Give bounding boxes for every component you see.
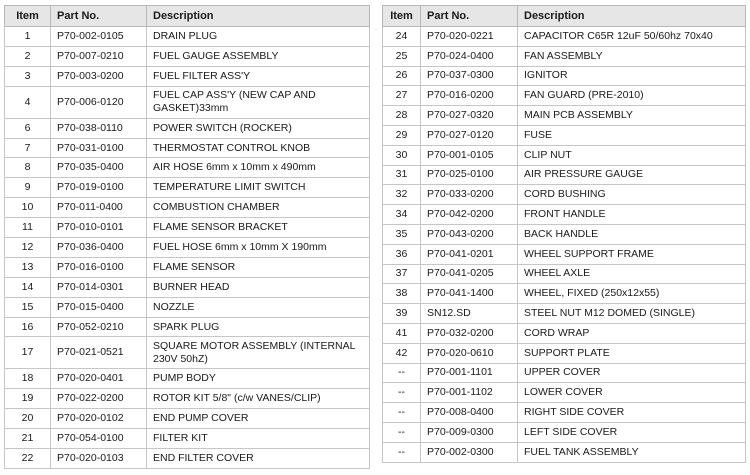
table-row (5, 198, 370, 218)
cell-part-no: P70-008-0400 (421, 403, 518, 423)
cell-item: 19 (5, 389, 51, 409)
cell-item: 6 (5, 118, 51, 138)
table-row (383, 224, 746, 244)
cell-description: POWER SWITCH (ROCKER) (147, 118, 370, 138)
cell-description: THERMOSTAT CONTROL KNOB (147, 138, 370, 158)
cell-description: ROTOR KIT 5/8" (c/w VANES/CLIP) (147, 389, 370, 409)
cell-description: FUEL TANK ASSEMBLY (518, 442, 746, 462)
cell-description: AIR HOSE 6mm x 10mm x 490mm (147, 158, 370, 178)
cell-description: FLAME SENSOR (147, 257, 370, 277)
cell-part-no: P70-024-0400 (421, 46, 518, 66)
cell-part-no: P70-038-0110 (51, 118, 147, 138)
cell-description: RIGHT SIDE COVER (518, 403, 746, 423)
cell-item: 25 (383, 46, 421, 66)
cell-part-no: P70-010-0101 (51, 218, 147, 238)
cell-part-no: SN12.SD (421, 304, 518, 324)
cell-description: UPPER COVER (518, 363, 746, 383)
table-row (5, 66, 370, 86)
cell-part-no: P70-016-0200 (421, 86, 518, 106)
cell-item: -- (383, 442, 421, 462)
cell-description: WHEEL SUPPORT FRAME (518, 244, 746, 264)
cell-description: END PUMP COVER (147, 409, 370, 429)
cell-item: 28 (383, 106, 421, 126)
table-row (383, 205, 746, 225)
table-row (5, 86, 370, 118)
table-row (383, 264, 746, 284)
cell-description: STEEL NUT M12 DOMED (SINGLE) (518, 304, 746, 324)
cell-item: -- (383, 403, 421, 423)
cell-description: WHEEL, FIXED (250x12x55) (518, 284, 746, 304)
cell-item: 1 (5, 27, 51, 47)
cell-description: CAPACITOR C65R 12uF 50/60hz 70x40 (518, 27, 746, 47)
cell-part-no: P70-031-0100 (51, 138, 147, 158)
cell-item: 12 (5, 238, 51, 258)
cell-part-no: P70-035-0400 (51, 158, 147, 178)
cell-part-no: P70-001-1102 (421, 383, 518, 403)
cell-part-no: P70-003-0200 (51, 66, 147, 86)
header-item: Item (5, 6, 51, 27)
cell-part-no: P70-020-0103 (51, 449, 147, 469)
cell-description: FILTER KIT (147, 429, 370, 449)
cell-item: 21 (5, 429, 51, 449)
cell-description: FUEL CAP ASS'Y (NEW CAP AND GASKET)33mm (147, 86, 370, 118)
cell-description: PUMP BODY (147, 369, 370, 389)
cell-item: 34 (383, 205, 421, 225)
cell-item: 11 (5, 218, 51, 238)
cell-item: 16 (5, 317, 51, 337)
cell-description: COMBUSTION CHAMBER (147, 198, 370, 218)
cell-part-no: P70-006-0120 (51, 86, 147, 118)
header-part-no: Part No. (51, 6, 147, 27)
parts-table-right (382, 5, 746, 463)
cell-item: 15 (5, 297, 51, 317)
cell-part-no: P70-027-0120 (421, 125, 518, 145)
cell-description: LEFT SIDE COVER (518, 422, 746, 442)
table-row (383, 86, 746, 106)
cell-item: 4 (5, 86, 51, 118)
cell-part-no: P70-033-0200 (421, 185, 518, 205)
table-row (383, 185, 746, 205)
table-row (5, 158, 370, 178)
cell-item: 17 (5, 337, 51, 369)
cell-item: 9 (5, 178, 51, 198)
table-row (5, 449, 370, 469)
cell-part-no: P70-014-0301 (51, 277, 147, 297)
cell-description: DRAIN PLUG (147, 27, 370, 47)
cell-description: CLIP NUT (518, 145, 746, 165)
cell-part-no: P70-001-1101 (421, 363, 518, 383)
cell-description: FUEL FILTER ASS'Y (147, 66, 370, 86)
table-row (383, 165, 746, 185)
table-row (383, 422, 746, 442)
cell-part-no: P70-054-0100 (51, 429, 147, 449)
cell-part-no: P70-042-0200 (421, 205, 518, 225)
cell-part-no: P70-019-0100 (51, 178, 147, 198)
cell-part-no: P70-020-0102 (51, 409, 147, 429)
cell-part-no: P70-015-0400 (51, 297, 147, 317)
cell-description: FLAME SENSOR BRACKET (147, 218, 370, 238)
cell-description: SPARK PLUG (147, 317, 370, 337)
header-part-no: Part No. (421, 6, 518, 27)
cell-item: 14 (5, 277, 51, 297)
cell-description: FAN GUARD (PRE-2010) (518, 86, 746, 106)
table-row (383, 244, 746, 264)
table-row (5, 277, 370, 297)
cell-part-no: P70-021-0521 (51, 337, 147, 369)
cell-description: CORD BUSHING (518, 185, 746, 205)
cell-item: 8 (5, 158, 51, 178)
table-row (5, 297, 370, 317)
table-row (5, 27, 370, 47)
cell-item: 39 (383, 304, 421, 324)
table-row (5, 389, 370, 409)
cell-part-no: P70-022-0200 (51, 389, 147, 409)
cell-part-no: P70-025-0100 (421, 165, 518, 185)
cell-part-no: P70-011-0400 (51, 198, 147, 218)
table-row (383, 284, 746, 304)
cell-description: TEMPERATURE LIMIT SWITCH (147, 178, 370, 198)
cell-part-no: P70-027-0320 (421, 106, 518, 126)
cell-part-no: P70-016-0100 (51, 257, 147, 277)
parts-table-left (4, 5, 370, 469)
cell-item: 7 (5, 138, 51, 158)
cell-description: END FILTER COVER (147, 449, 370, 469)
table-row (5, 369, 370, 389)
table-row (383, 145, 746, 165)
cell-item: 35 (383, 224, 421, 244)
cell-item: 3 (5, 66, 51, 86)
table-row (383, 46, 746, 66)
cell-item: 30 (383, 145, 421, 165)
cell-description: IGNITOR (518, 66, 746, 86)
table-row (383, 27, 746, 47)
cell-part-no: P70-007-0210 (51, 46, 147, 66)
table-row (5, 46, 370, 66)
cell-item: 38 (383, 284, 421, 304)
cell-part-no: P70-001-0105 (421, 145, 518, 165)
cell-part-no: P70-036-0400 (51, 238, 147, 258)
cell-item: 37 (383, 264, 421, 284)
cell-item: 22 (5, 449, 51, 469)
cell-description: AIR PRESSURE GAUGE (518, 165, 746, 185)
cell-item: 20 (5, 409, 51, 429)
table-row (5, 429, 370, 449)
cell-part-no: P70-020-0221 (421, 27, 518, 47)
cell-item: 32 (383, 185, 421, 205)
header-item: Item (383, 6, 421, 27)
table-row (383, 125, 746, 145)
cell-item: 26 (383, 66, 421, 86)
cell-item: -- (383, 363, 421, 383)
cell-description: BACK HANDLE (518, 224, 746, 244)
cell-description: SQUARE MOTOR ASSEMBLY (INTERNAL 230V 50hZ) (147, 337, 370, 369)
cell-description: NOZZLE (147, 297, 370, 317)
cell-description: FRONT HANDLE (518, 205, 746, 225)
cell-part-no: P70-020-0401 (51, 369, 147, 389)
table-row (383, 106, 746, 126)
cell-description: FAN ASSEMBLY (518, 46, 746, 66)
table-row (383, 363, 746, 383)
cell-description: LOWER COVER (518, 383, 746, 403)
cell-description: BURNER HEAD (147, 277, 370, 297)
table-row (383, 66, 746, 86)
header-description: Description (518, 6, 746, 27)
header-description: Description (147, 6, 370, 27)
table-row (383, 343, 746, 363)
cell-part-no: P70-002-0105 (51, 27, 147, 47)
cell-item: 27 (383, 86, 421, 106)
table-row (5, 218, 370, 238)
cell-part-no: P70-041-1400 (421, 284, 518, 304)
cell-part-no: P70-041-0201 (421, 244, 518, 264)
table-row (383, 442, 746, 462)
table-row (5, 178, 370, 198)
cell-item: 18 (5, 369, 51, 389)
cell-part-no: P70-043-0200 (421, 224, 518, 244)
table-row (383, 403, 746, 423)
table-row (383, 323, 746, 343)
cell-part-no: P70-052-0210 (51, 317, 147, 337)
cell-part-no: P70-002-0300 (421, 442, 518, 462)
cell-item: 10 (5, 198, 51, 218)
table-row (5, 337, 370, 369)
cell-item: -- (383, 383, 421, 403)
cell-item: 41 (383, 323, 421, 343)
cell-item: 31 (383, 165, 421, 185)
cell-description: WHEEL AXLE (518, 264, 746, 284)
cell-item: 2 (5, 46, 51, 66)
table-row (5, 257, 370, 277)
table-row (383, 304, 746, 324)
cell-description: FUSE (518, 125, 746, 145)
table-row (5, 238, 370, 258)
cell-part-no: P70-032-0200 (421, 323, 518, 343)
cell-part-no: P70-041-0205 (421, 264, 518, 284)
table-row (5, 118, 370, 138)
cell-part-no: P70-020-0610 (421, 343, 518, 363)
table-row (383, 383, 746, 403)
cell-description: CORD WRAP (518, 323, 746, 343)
cell-item: 29 (383, 125, 421, 145)
cell-description: FUEL HOSE 6mm x 10mm X 190mm (147, 238, 370, 258)
cell-description: MAIN PCB ASSEMBLY (518, 106, 746, 126)
cell-item: 36 (383, 244, 421, 264)
table-row (5, 138, 370, 158)
cell-description: SUPPORT PLATE (518, 343, 746, 363)
cell-item: 42 (383, 343, 421, 363)
cell-part-no: P70-037-0300 (421, 66, 518, 86)
cell-item: -- (383, 422, 421, 442)
table-row (5, 409, 370, 429)
cell-item: 24 (383, 27, 421, 47)
table-header-row (5, 6, 370, 27)
cell-item: 13 (5, 257, 51, 277)
table-header-row (383, 6, 746, 27)
table-row (5, 317, 370, 337)
cell-part-no: P70-009-0300 (421, 422, 518, 442)
cell-description: FUEL GAUGE ASSEMBLY (147, 46, 370, 66)
